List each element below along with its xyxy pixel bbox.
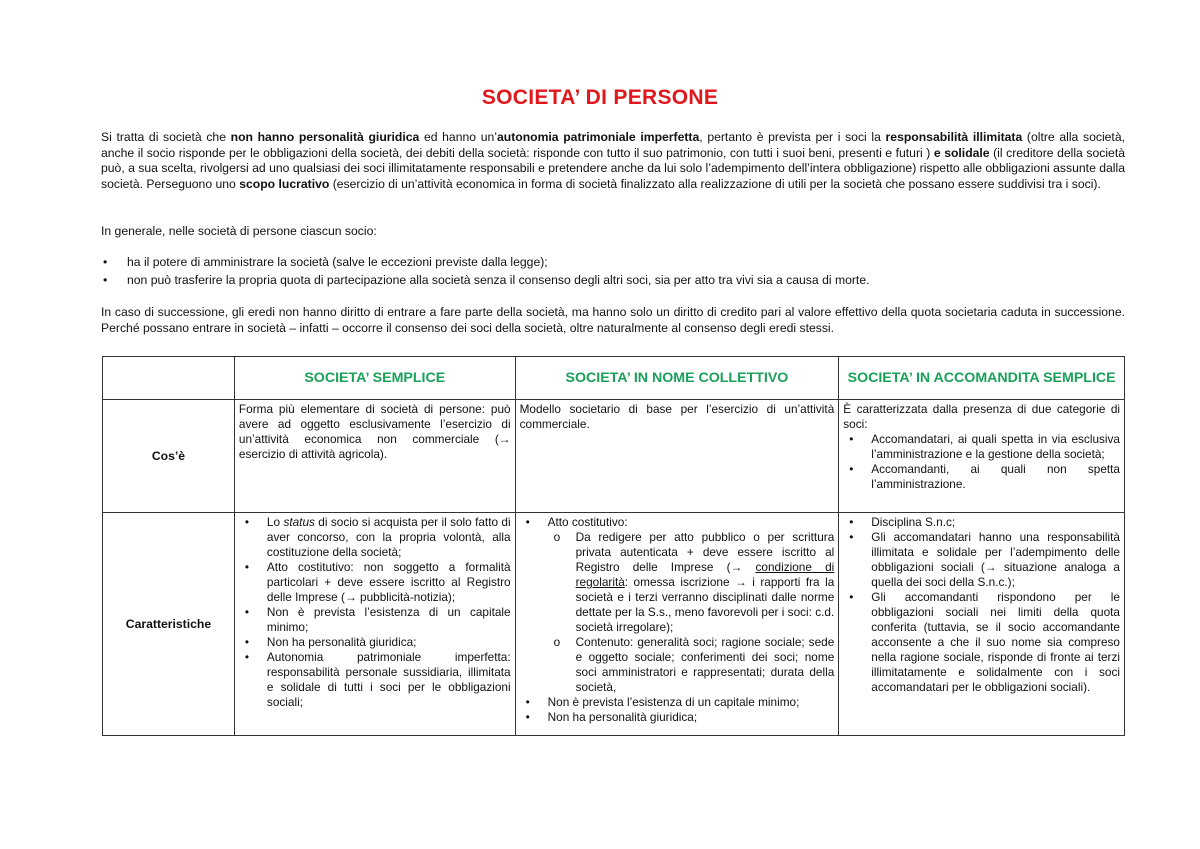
cell-sas-cose — [839, 400, 1125, 513]
text: di socio si acquista per il solo fatto di aver concorso, con la propria volontà, alla costituzione della società; — [266, 515, 511, 559]
intro-text: (il creditore della società può, a sua scelta, rivolgersi ad uno qualsiasi dei soci illimitatamente responsabili e pretendere anche da lui solo l’adempimento dell’intera obbligazione) rispetto alle obbligazioni assunte dalla società. Perseguono uno — [101, 145, 1125, 191]
intro-bold: non hanno personalità giuridica — [230, 130, 420, 144]
snc-feature-list — [520, 515, 835, 725]
sas-intro: È caratterizzata dalla presenza di due categorie di soci: — [843, 402, 1120, 431]
intro-bold: responsabilità illimitata — [885, 130, 1023, 144]
snc-sub-list — [548, 530, 835, 695]
list-item: • Gli accomandanti rispondono per le obbligazioni sociali nei limiti della quota conferita (tuttavia, se il socio accomandante acconsente a che il suo nome sia compreso nella ragione sociale, risponde di fronte ai terzi illimitatamente e solidalmente con i soci accomandatari per le obbligazioni sociali). — [843, 590, 1120, 695]
sub-list-item: o Contenuto: generalità soci; ragione sociale; sede e oggetto sociale; conferimenti dei soci; nome soci amministratori e rappresentati; durata della società, — [548, 635, 835, 695]
list-item — [520, 515, 835, 695]
table-header-row — [103, 357, 1125, 400]
underlined-text: condizione di regolarità — [575, 560, 835, 589]
ss-feature-list — [239, 515, 511, 710]
text: Lo — [266, 515, 284, 529]
sas-feature-list — [843, 515, 1120, 695]
list-item: • Non ha personalità giuridica; — [239, 635, 511, 650]
italic-text: status — [283, 515, 315, 529]
intro-text: (oltre alla società, anche il socio risponde per le obbligazioni della società, dei debiti della società: risponde con tutto il suo patrimonio, con tutti i suoi beni, presenti e futuri ) — [101, 130, 1125, 160]
row-label-caratteristiche: Caratteristiche — [103, 513, 235, 736]
text: Da redigere per atto pubblico o per scrittura privata autenticata + deve essere iscritto al Registro delle Imprese (→ — [575, 530, 835, 574]
intro-bold: scopo lucrativo — [239, 176, 330, 191]
intro-paragraph — [101, 130, 1125, 192]
intro-bold: e solidale — [933, 145, 990, 160]
header-cell-empty — [103, 357, 235, 400]
cell-snc-cose: Modello societario di base per l’esercizio di un’attività commerciale. — [515, 400, 839, 513]
row-label-cose: Cos’è — [103, 400, 235, 513]
list-item: • Accomandatari, ai quali spetta in via esclusiva l’amministrazione e la gestione della società; — [843, 432, 1120, 462]
intro-text: ed hanno un’ — [419, 130, 497, 144]
list-item: • non può trasferire la propria quota di partecipazione alla società senza il consenso degli altri soci, sia per atto tra vivi sia a causa di morte. — [101, 273, 1125, 291]
list-item — [239, 515, 511, 560]
list-item: • Accomandanti, ai quali non spetta l’amministrazione. — [843, 462, 1120, 492]
list-item: • ha il potere di amministrare la società (salve le eccezioni previste dalla legge); — [101, 255, 1125, 273]
header-societa-nome-collettivo: SOCIETA’ IN NOME COLLETTIVO — [515, 357, 839, 400]
list-item: • Gli accomandatari hanno una responsabilità illimitata e solidale per l’adempimento delle obbligazioni sociali (→ situazione analoga a quella dei soci della S.n.c.); — [843, 530, 1120, 590]
list-item: • Disciplina S.n.c; — [843, 515, 1120, 530]
intro-bold: autonomia patrimoniale imperfetta — [496, 130, 700, 144]
table-row — [103, 400, 1125, 513]
header-societa-semplice: SOCIETA’ SEMPLICE — [234, 357, 515, 400]
cell-ss-caratteristiche — [234, 513, 515, 736]
page-title: SOCIETA’ DI PERSONE — [481, 86, 719, 109]
succession-paragraph: In caso di successione, gli eredi non hanno diritto di entrare a fare parte della società, ma hanno solo un diritto di credito pari al valore effettivo della quota societaria caduta in successione. Perché possano entrare in società – infatti – occorre il consenso dei soci della società, oltre naturalmente al consenso degli eredi stessi. — [101, 305, 1125, 335]
sub-list-item — [548, 530, 835, 635]
intro-text: Si tratta di società che — [101, 130, 231, 144]
socio-bullet-list — [101, 255, 1125, 291]
cell-ss-cose: Forma più elementare di società di persone: può avere ad oggetto esclusivamente l’esercizio di un’attività economica non commerciale (→ esercizio di attività agricola). — [234, 400, 515, 513]
header-societa-accomandita-semplice: SOCIETA’ IN ACCOMANDITA SEMPLICE — [839, 357, 1125, 400]
table-row — [103, 513, 1125, 736]
cell-sas-caratteristiche — [839, 513, 1125, 736]
text: Atto costitutivo: — [547, 515, 628, 529]
list-item: • Non ha personalità giuridica; — [520, 710, 835, 725]
cell-snc-caratteristiche — [515, 513, 839, 736]
list-item: • Non è prevista l’esistenza di un capitale minimo; — [239, 605, 511, 635]
general-paragraph: In generale, nelle società di persone ciascun socio: — [101, 224, 377, 238]
list-item: • Atto costitutivo: non soggetto a formalità particolari + deve essere iscritto al Registro delle Imprese (→ pubblicità-notizia); — [239, 560, 511, 605]
comparison-table — [102, 356, 1125, 736]
list-item: • Non è prevista l’esistenza di un capitale minimo; — [520, 695, 835, 710]
intro-text: (esercizio di un’attività economica in forma di società finalizzato alla realizzazione di utili per la società che possano essere suddivisi tra i soci). — [329, 176, 1101, 191]
list-item: • Autonomia patrimoniale imperfetta: responsabilità personale sussidiaria, illimitata e solidale di tutti i soci per le obbligazioni sociali; — [239, 650, 511, 710]
sas-soci-list — [843, 432, 1120, 492]
intro-text: , pertanto è prevista per i soci la — [699, 130, 886, 144]
text: : omessa iscrizione → i rapporti fra la società e i terzi verranno disciplinati dalle norme dettate per la S.s., meno favorevoli per i soci: c.d. società irregolare); — [575, 575, 835, 634]
